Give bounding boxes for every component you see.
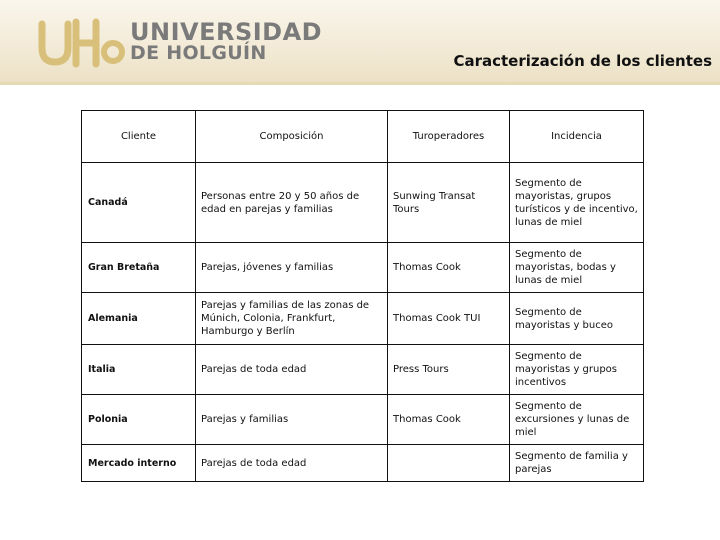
table-row	[82, 445, 644, 482]
uho-logo-icon	[38, 18, 126, 68]
header-divider	[0, 82, 720, 85]
cell-turoperadores: Thomas Cook	[388, 243, 510, 293]
table-row	[82, 345, 644, 395]
cell-composicion: Parejas, jóvenes y familias	[196, 243, 388, 293]
cell-incidencia: Segmento de familia y parejas	[510, 445, 644, 482]
cell-composicion: Personas entre 20 y 50 años de edad en parejas y familias	[196, 163, 388, 243]
table-row	[82, 243, 644, 293]
table-row	[82, 293, 644, 345]
table-header-row	[82, 111, 644, 163]
table-row	[82, 395, 644, 445]
university-logo	[38, 16, 323, 72]
header-composicion: Composición	[196, 111, 388, 163]
cell-incidencia: Segmento de mayoristas, grupos turísticos y de incentivo, lunas de miel	[510, 163, 644, 243]
cell-cliente: Mercado interno	[82, 445, 196, 482]
logo-line-1: UNIVERSIDAD	[130, 18, 323, 46]
cell-turoperadores	[388, 445, 510, 482]
cell-composicion: Parejas y familias	[196, 395, 388, 445]
header-turoperadores: Turoperadores	[388, 111, 510, 163]
logo-line-2: DE HOLGUÍN	[130, 42, 267, 64]
cell-turoperadores: Sunwing Transat Tours	[388, 163, 510, 243]
table-row	[82, 163, 644, 243]
cell-cliente: Polonia	[82, 395, 196, 445]
clients-table	[81, 110, 644, 482]
cell-cliente: Italia	[82, 345, 196, 395]
slide-title: Caracterización de los clientes	[453, 52, 712, 70]
cell-composicion: Parejas de toda edad	[196, 345, 388, 395]
cell-incidencia: Segmento de mayoristas, bodas y lunas de miel	[510, 243, 644, 293]
cell-composicion: Parejas y familias de las zonas de Múnich, Colonia, Frankfurt, Hamburgo y Berlín	[196, 293, 388, 345]
cell-cliente: Canadá	[82, 163, 196, 243]
cell-incidencia: Segmento de excursiones y lunas de miel	[510, 395, 644, 445]
cell-turoperadores: Thomas Cook TUI	[388, 293, 510, 345]
header-cliente: Cliente	[82, 111, 196, 163]
cell-turoperadores: Press Tours	[388, 345, 510, 395]
header-incidencia: Incidencia	[510, 111, 644, 163]
cell-cliente: Gran Bretaña	[82, 243, 196, 293]
cell-incidencia: Segmento de mayoristas y buceo	[510, 293, 644, 345]
cell-cliente: Alemania	[82, 293, 196, 345]
cell-turoperadores: Thomas Cook	[388, 395, 510, 445]
cell-incidencia: Segmento de mayoristas y grupos incentivos	[510, 345, 644, 395]
cell-composicion: Parejas de toda edad	[196, 445, 388, 482]
